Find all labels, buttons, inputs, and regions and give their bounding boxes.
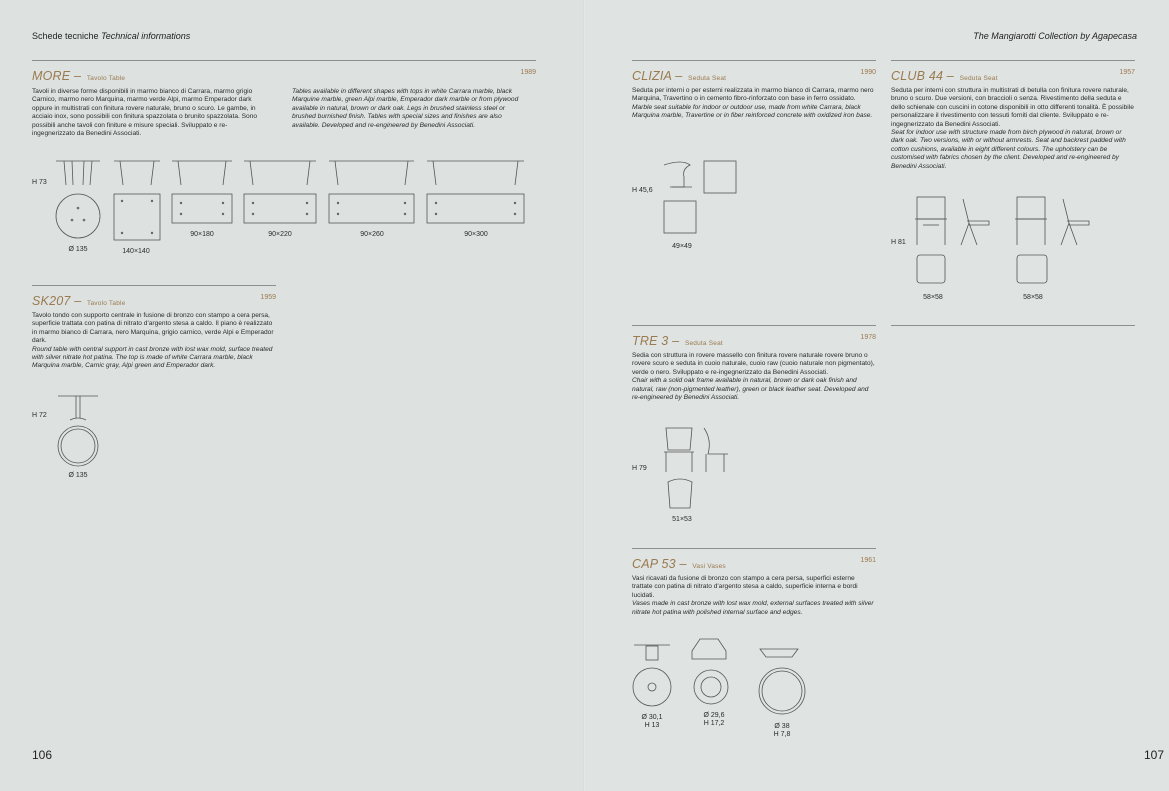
section-year: 1978: [860, 334, 876, 341]
size-label: 58×58: [923, 294, 943, 301]
vase-height: H 13: [644, 722, 660, 729]
section-title: CLUB 44 – Seduta Seat: [891, 69, 998, 83]
section-title: TRE 3 – Seduta Seat: [632, 334, 723, 348]
vase-diameter: Ø 30,1: [641, 714, 663, 721]
size-label: 90×300: [464, 231, 488, 238]
vase-diameter: Ø 29,6: [703, 712, 725, 719]
section-year: 1957: [1119, 69, 1135, 76]
description: Seduta per interni o per esterni realizzata in marmo bianco di Carrara, marmo nero Marquina, Travertino o in cemento fibro-rinforzato con base in ferro ossidato. Marble seat suitable for indoor or outdoor use, made from white Carrara, black Marquina marble, Travertine or in fiber reinforced concrete with oxidized iron base.: [632, 87, 874, 120]
description: Sedia con struttura in rovere massello con finitura rovere naturale rovere bruno o rovere scuro e seduta in cuoio naturale, cuoio raw (cuoio naturale non pigmentato), verde o nero. Sviluppato e re-ingegnerizzato da Benedini Associati. Chair with a solid oak frame available in natural, brown or dark oak finish and natural, raw (non-pigmented leather), green or black leather seat. Developed and re-engineered by Benedini Associati.: [632, 352, 875, 402]
clizia-drawing: [662, 159, 742, 239]
size-label: 58×58: [1023, 294, 1043, 301]
section-title: CLIZIA – Seduta Seat: [632, 69, 727, 83]
section-title: CAP 53 – Vasi Vases: [632, 557, 726, 571]
height-label: H 72: [32, 412, 47, 419]
page-number-left: 106: [32, 748, 53, 762]
page-number-right: 107: [1143, 748, 1164, 762]
left-page: [0, 0, 584, 791]
cap53-drawing: [632, 637, 812, 717]
size-label: 90×180: [190, 231, 214, 238]
section-year: 1961: [860, 557, 876, 564]
size-label: 51×53: [672, 516, 692, 523]
vase-diameter: Ø 38: [774, 723, 790, 730]
section-title: SK207 – Tavolo Table: [32, 294, 126, 308]
size-label: 140×140: [122, 248, 150, 255]
section-year: 1959: [260, 294, 276, 301]
right-page: [585, 0, 1169, 791]
section-year: 1990: [860, 69, 876, 76]
vase-height: H 17,2: [703, 720, 725, 727]
section-clizia: [632, 60, 876, 261]
height-label: H 45,6: [632, 187, 653, 194]
divider: [891, 325, 1135, 327]
description: Seduta per interni con struttura in multistrati di betulla con finitura rovere naturale, bruno o scuro. Due versioni, con braccioli o senza. Rivestimento della seduta e dello schienale con cuscini in cotone disponibili in otto differenti tonalità. È possibile personalizzare il rivestimento con tessuti forniti dal cliente. Sviluppato e re-ingegnerizzato da Benedini Associati. Seat for indoor use with structure made from birch plywood in natural, brown or dark oak. Two versions, with or without armrests. Seat and backrest padded with cotton cushions, available in eight different colours. The upholstery can be customised with fabrics chosen by the client. Developed and re-engineered by Benedini Associati.: [891, 87, 1134, 170]
size-label: 90×220: [268, 231, 292, 238]
section-title: MORE – Tavolo Table: [32, 69, 126, 83]
vase-height: H 7,8: [773, 731, 791, 738]
section-more: [32, 60, 536, 261]
club44-drawing: [913, 195, 1093, 291]
section-tre3: [632, 325, 876, 536]
header-right: The Mangiarotti Collection by Agapecasa: [973, 31, 1137, 41]
height-label: H 79: [632, 465, 647, 472]
size-label: Ø 135: [68, 246, 88, 253]
tre3-drawing: [662, 426, 742, 516]
size-label: 90×260: [360, 231, 384, 238]
description-en: Tables available in different shapes with tops in white Carrara marble, black Marquine marble, green Alpi marble, Emperador dark marble or from plywood available in natural, brown or dark oak. Legs in brushed stainless steel or brushed burnished finish. Tables with special sizes and finishes are also available. Developed and re-engineered by Benedini Associati.: [292, 88, 519, 129]
header-left: Schede tecniche Technical informations: [32, 31, 191, 41]
size-label: Ø 135: [68, 472, 88, 479]
height-label: H 73: [32, 179, 47, 186]
description: Tavolo tondo con supporto centrale in fusione di bronzo con stampo a cera persa, superficie trattata con patina di nitrato d'argento stesa a caldo. Il piano è realizzato in marmo bianco di Carrara, nero Marquina, grigio carnico, verde Alpi e Emperador dark. Round table with central support in cast bronze with lost wax mold, surface treated with silver nitrate hot patina. The top is made of white Carrara marble, black Marquina marble, Carnic gray, Alpi green and Emperador dark.: [32, 312, 274, 370]
section-sk207: [32, 285, 276, 486]
section-year: 1989: [520, 69, 536, 76]
section-club44: [891, 60, 1135, 301]
height-label: H 81: [891, 239, 906, 246]
sk207-drawing: [56, 394, 102, 470]
description-it: Tavoli in diverse forme disponibili in marmo bianco di Carrara, marmo grigio Carnico, marmo nero Marquina, marmo verde Alpi, marmo Emperador dark oppure in multistrati con finitura rovere naturale, bruno o scuro. Le gambe, in acciaio inox, sono possibili con finitura spazzolata o brunito spazzolata. Sono possibili anche tavoli con finiture e misure speciali. Sviluppato e re-ingegnerizzato da Benedini Associati.: [32, 88, 258, 138]
description: Vasi ricavati da fusione di bronzo con stampo a cera persa, superfici esterne trattate con patina di nitrato d'argento stesa a caldo, superficie interna e bordi lucidati. Vases made in cast bronze with lost wax mold, external surfaces treated with silver nitrate hot patina with polished internal surface and edges.: [632, 575, 874, 616]
size-label: 49×49: [672, 243, 692, 250]
section-cap53: [632, 548, 876, 744]
